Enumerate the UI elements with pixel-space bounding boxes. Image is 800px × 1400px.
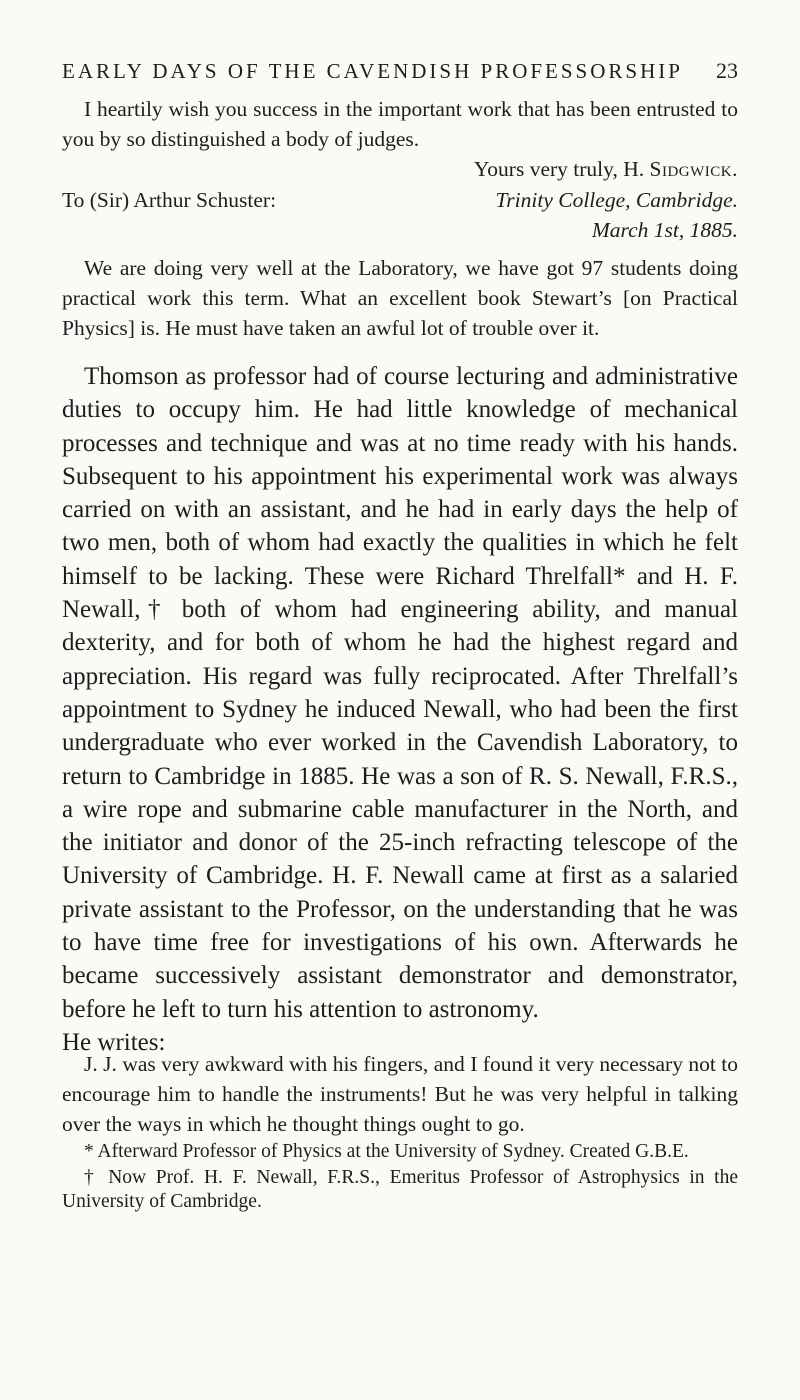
- main-paragraph: Thomson as professor had of course lecturing and administrative duties to occupy him. He had little knowledge of mechanical processes and technique and was at no time ready with his hands. Subsequent to his appointment his experimental work was always carried on with an assistant, and he had in early days the help of two men, both of whom had exactly the qualities in which he felt himself to be lacking. These were Richard Threlfall* and H. F. Newall,† both of whom had engineering ability, and manual dexterity, and for both of whom he had the highest regard and appreciation. His regard was fully reciprocated. After Threlfall’s appointment to Sydney he induced Newall, who had been the first undergraduate who ever worked in the Cavendish Laboratory, to return to Cambridge in 1885. He was a son of R. S. Newall, F.R.S., a wire rope and submarine cable manufacturer in the North, and the initiator and donor of the 25-inch refracting telescope of the University of Cambridge. H. F. Newall came at first as a salaried private assistant to the Professor, on the understanding that he was to have time free for investigations of his own. Afterwards he became successively assistant demonstrator and demonstrator, before he left to turn his attention to astronomy.: [62, 363, 738, 1023]
- signoff-prefix: Yours very truly, H.: [473, 157, 650, 181]
- footnote-newall: † Now Prof. H. F. Newall, F.R.S., Emeritus Professor of Astrophysics in the University of Cambridge.: [62, 1167, 738, 1212]
- letter-date: March 1st, 1885.: [591, 218, 738, 242]
- footnotes: [62, 1140, 738, 1216]
- main-lead-in: He writes:: [62, 1028, 166, 1056]
- sidgwick-letter: [62, 94, 738, 184]
- letter-header: [62, 185, 738, 215]
- main-text: [62, 360, 738, 1059]
- letter-place: Trinity College, Cambridge.: [495, 188, 738, 212]
- running-head: [62, 58, 738, 84]
- sidgwick-signoff: [62, 154, 738, 184]
- newall-quote: [62, 1049, 738, 1139]
- sidgwick-letter-text: I heartily wish you success in the important work that has been entrusted to you by so distinguished a body of judges.: [62, 97, 738, 151]
- schuster-letter-text: We are doing very well at the Laboratory, we have got 97 students doing practical work this term. What an excellent book Stewart’s [on Practical Physics] is. He must have taken an awful lot of trouble over it.: [62, 256, 738, 340]
- letter-addressee: To (Sir) Arthur Schuster:: [62, 188, 277, 212]
- signoff-name: Sidgwick.: [649, 157, 738, 181]
- footnote-threlfall: * Afterward Professor of Physics at the University of Sydney. Created G.B.E.: [84, 1141, 689, 1162]
- page-number: 23: [716, 58, 738, 83]
- quote-text: J. J. was very awkward with his fingers, and I found it very necessary not to encourage him to handle the instruments! But he was very helpful in talking over the ways in which he thought things ought to go.: [62, 1052, 738, 1136]
- running-head-title: EARLY DAYS OF THE CAVENDISH PROFESSORSHIP: [62, 59, 683, 83]
- schuster-letter: [62, 185, 738, 343]
